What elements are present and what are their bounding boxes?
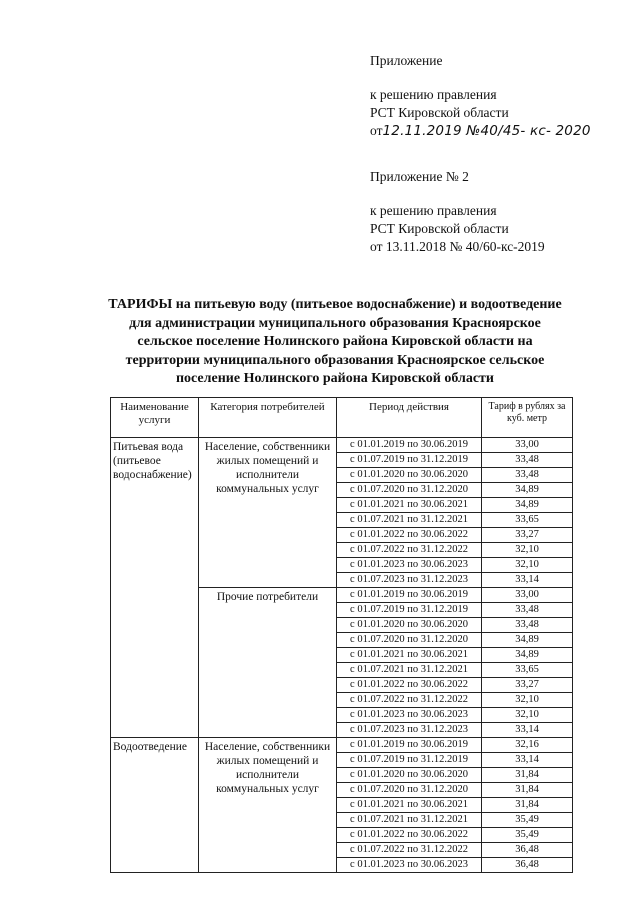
header-category: Категория потребителей <box>199 398 337 438</box>
table-header-row <box>111 398 573 438</box>
period-cell: с 01.07.2023 по 31.12.2023 <box>337 573 482 588</box>
period-cell: с 01.07.2021 по 31.12.2021 <box>337 813 482 828</box>
category-cell: Население, собственники жилых помещений и исполнители коммунальных услуг <box>199 438 337 588</box>
tariff-value-cell: 33,00 <box>482 438 573 453</box>
tariff-value-cell: 33,48 <box>482 603 573 618</box>
period-cell: с 01.01.2022 по 30.06.2022 <box>337 528 482 543</box>
category-cell: Прочие потребители <box>199 588 337 738</box>
tariff-value-cell: 32,16 <box>482 738 573 753</box>
header-service: Наименование услуги <box>111 398 199 438</box>
tariff-value-cell: 34,89 <box>482 483 573 498</box>
appendix-header <box>370 52 620 256</box>
tariff-value-cell: 34,89 <box>482 633 573 648</box>
authority-line-2: РСТ Кировской области <box>370 221 509 236</box>
tariff-value-cell: 32,10 <box>482 708 573 723</box>
period-cell: с 01.01.2019 по 30.06.2019 <box>337 438 482 453</box>
from-label: от <box>370 123 383 138</box>
title-line: для администрации муниципального образования Красноярское <box>129 315 541 331</box>
header-tariff: Тариф в рублях за куб. метр <box>482 398 573 438</box>
tariff-value-cell: 33,48 <box>482 453 573 468</box>
title-line: сельское поселение Нолинского района Кировской области на <box>137 334 533 349</box>
service-cell: Питьевая вода (питьевое водоснабжение) <box>111 438 199 738</box>
appendix-2-title: Приложение № 2 <box>370 169 469 184</box>
tariff-value-cell: 33,65 <box>482 663 573 678</box>
category-cell: Население, собственники жилых помещений и исполнители коммунальных услуг <box>199 738 337 873</box>
header-period: Период действия <box>337 398 482 438</box>
period-cell: с 01.01.2019 по 30.06.2019 <box>337 588 482 603</box>
period-cell: с 01.07.2021 по 31.12.2021 <box>337 663 482 678</box>
title-line: поселение Нолинского района Кировской области <box>175 371 494 386</box>
tariff-value-cell: 31,84 <box>482 798 573 813</box>
tariff-table-container <box>110 397 573 873</box>
tariff-value-cell: 31,84 <box>482 783 573 798</box>
period-cell: с 01.07.2019 по 31.12.2019 <box>337 753 482 768</box>
period-cell: с 01.07.2021 по 31.12.2021 <box>337 513 482 528</box>
period-cell: с 01.07.2019 по 31.12.2019 <box>337 453 482 468</box>
period-cell: с 01.07.2019 по 31.12.2019 <box>337 603 482 618</box>
tariff-value-cell: 33,48 <box>482 618 573 633</box>
tariff-table <box>110 397 573 873</box>
authority-line: РСТ Кировской области <box>370 105 509 120</box>
period-cell: с 01.01.2022 по 30.06.2022 <box>337 828 482 843</box>
tariff-value-cell: 31,84 <box>482 768 573 783</box>
tariff-value-cell: 34,89 <box>482 648 573 663</box>
document-title <box>100 296 570 389</box>
tariff-value-cell: 34,89 <box>482 498 573 513</box>
tariff-value-cell: 33,14 <box>482 753 573 768</box>
period-cell: с 01.07.2020 по 31.12.2020 <box>337 483 482 498</box>
decision-date-line <box>370 122 620 140</box>
tariff-value-cell: 33,00 <box>482 588 573 603</box>
title-line: ТАРИФЫ на питьевую воду (питьевое водоснабжение) и водоотведение <box>108 297 562 312</box>
tariff-value-cell: 32,10 <box>482 543 573 558</box>
tariff-value-cell: 36,48 <box>482 858 573 873</box>
handwritten-date-number: 12.11.2019 №40/45- кс- 2020 <box>382 123 591 139</box>
period-cell: с 01.01.2023 по 30.06.2023 <box>337 708 482 723</box>
period-cell: с 01.07.2020 по 31.12.2020 <box>337 633 482 648</box>
table-body <box>111 438 573 873</box>
period-cell: с 01.01.2020 по 30.06.2020 <box>337 618 482 633</box>
period-cell: с 01.01.2021 по 30.06.2021 <box>337 498 482 513</box>
appendix-title: Приложение <box>370 53 443 68</box>
tariff-value-cell: 33,14 <box>482 723 573 738</box>
period-cell: с 01.07.2020 по 31.12.2020 <box>337 783 482 798</box>
tariff-value-cell: 32,10 <box>482 693 573 708</box>
period-cell: с 01.01.2019 по 30.06.2019 <box>337 738 482 753</box>
decision-line: к решению правления <box>370 87 497 102</box>
tariff-value-cell: 36,48 <box>482 843 573 858</box>
period-cell: с 01.07.2022 по 31.12.2022 <box>337 543 482 558</box>
period-cell: с 01.01.2021 по 30.06.2021 <box>337 648 482 663</box>
tariff-value-cell: 33,48 <box>482 468 573 483</box>
tariff-value-cell: 35,49 <box>482 813 573 828</box>
period-cell: с 01.01.2021 по 30.06.2021 <box>337 798 482 813</box>
table-row <box>111 738 573 753</box>
decision-line-2: к решению правления <box>370 203 497 218</box>
period-cell: с 01.01.2023 по 30.06.2023 <box>337 858 482 873</box>
tariff-value-cell: 32,10 <box>482 558 573 573</box>
period-cell: с 01.01.2023 по 30.06.2023 <box>337 558 482 573</box>
tariff-value-cell: 33,14 <box>482 573 573 588</box>
tariff-value-cell: 33,27 <box>482 528 573 543</box>
period-cell: с 01.07.2022 по 31.12.2022 <box>337 693 482 708</box>
table-row <box>111 438 573 453</box>
tariff-value-cell: 35,49 <box>482 828 573 843</box>
decision-date-line-2: от 13.11.2018 № 40/60-кс-2019 <box>370 239 545 254</box>
tariff-value-cell: 33,65 <box>482 513 573 528</box>
tariff-value-cell: 33,27 <box>482 678 573 693</box>
service-cell: Водоотведение <box>111 738 199 873</box>
period-cell: с 01.07.2023 по 31.12.2023 <box>337 723 482 738</box>
period-cell: с 01.01.2020 по 30.06.2020 <box>337 468 482 483</box>
period-cell: с 01.07.2022 по 31.12.2022 <box>337 843 482 858</box>
period-cell: с 01.01.2022 по 30.06.2022 <box>337 678 482 693</box>
title-line: территории муниципального образования Красноярское сельское <box>125 352 545 368</box>
period-cell: с 01.01.2020 по 30.06.2020 <box>337 768 482 783</box>
